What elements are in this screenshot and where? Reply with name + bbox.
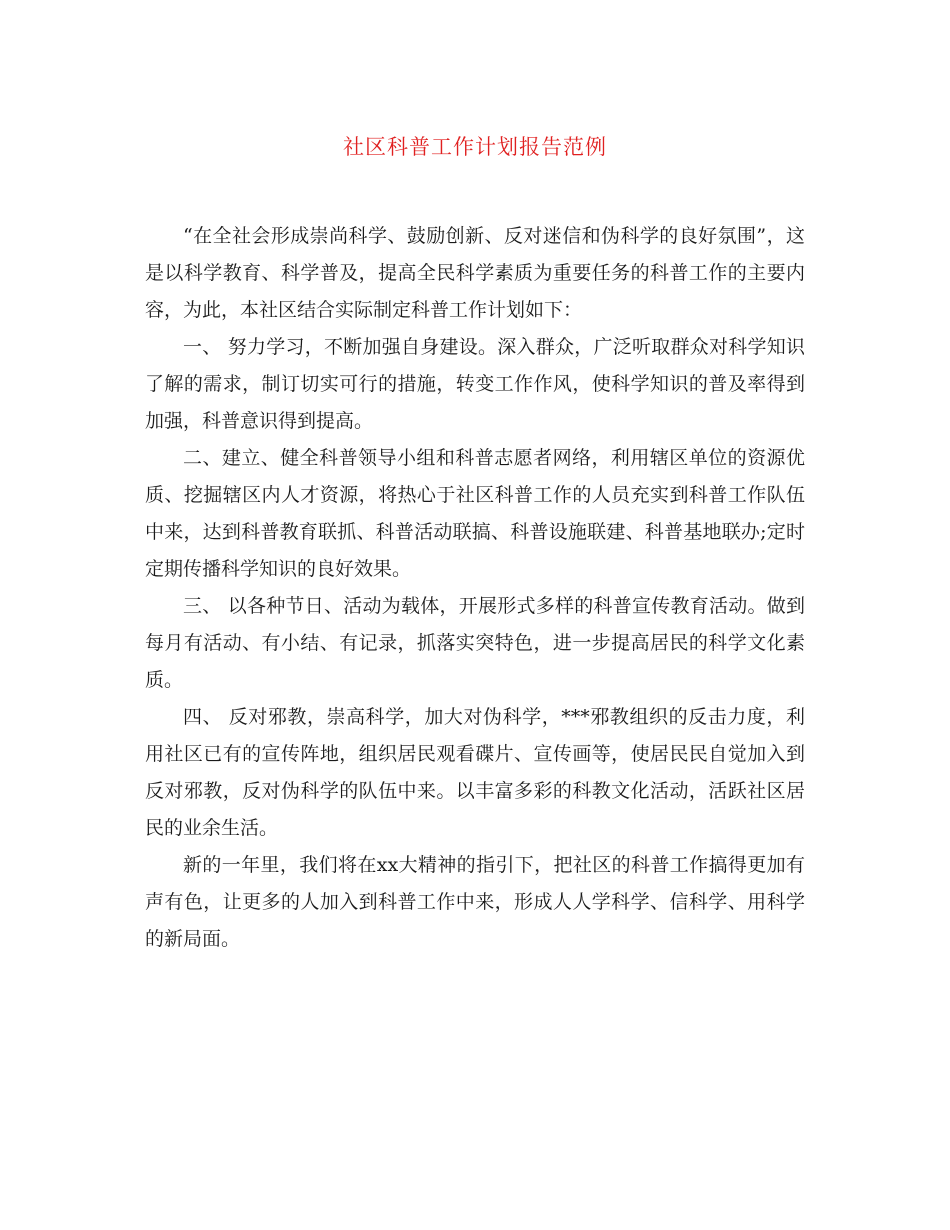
item-three-paragraph: 三、 以各种节日、活动为载体，开展形式多样的科普宣传教育活动。做到每月有活动、有小结、有记录，抓落实突特色，进一步提高居民的科学文化素质。 bbox=[145, 595, 805, 691]
closing-paragraph: 新的一年里，我们将在xx大精神的指引下，把社区的科普工作搞得更加有声有色，让更多的人加入到科普工作中来，形成人人学科学、信科学、用科学的新局面。 bbox=[145, 854, 805, 950]
document-body bbox=[145, 218, 805, 958]
item-four-paragraph: 四、 反对邪教，崇高科学，加大对伪科学，***邪教组织的反击力度，利用社区已有的宣传阵地，组织居民观看碟片、宣传画等，使居民民自觉加入到反对邪教，反对伪科学的队伍中来。以丰富多彩的科教文化活动，活跃社区居民的业余生活。 bbox=[145, 706, 805, 839]
intro-paragraph: “在全社会形成崇尚科学、鼓励创新、反对迷信和伪科学的良好氛围”，这是以科学教育、科学普及，提高全民科学素质为重要任务的科普工作的主要内容，为此，本社区结合实际制定科普工作计划如下： bbox=[145, 225, 805, 321]
item-two-paragraph: 二、建立、健全科普领导小组和科普志愿者网络，利用辖区单位的资源优质、挖掘辖区内人才资源，将热心于社区科普工作的人员充实到科普工作队伍中来，达到科普教育联抓、科普活动联搞、科普设施联建、科普基地联办;定时定期传播科学知识的良好效果。 bbox=[145, 447, 805, 580]
document-title: 社区科普工作计划报告范例 bbox=[343, 135, 607, 159]
item-one-paragraph: 一、 努力学习，不断加强自身建设。深入群众，广泛听取群众对科学知识了解的需求，制订切实可行的措施，转变工作作风，使科学知识的普及率得到加强，科普意识得到提高。 bbox=[145, 336, 805, 432]
